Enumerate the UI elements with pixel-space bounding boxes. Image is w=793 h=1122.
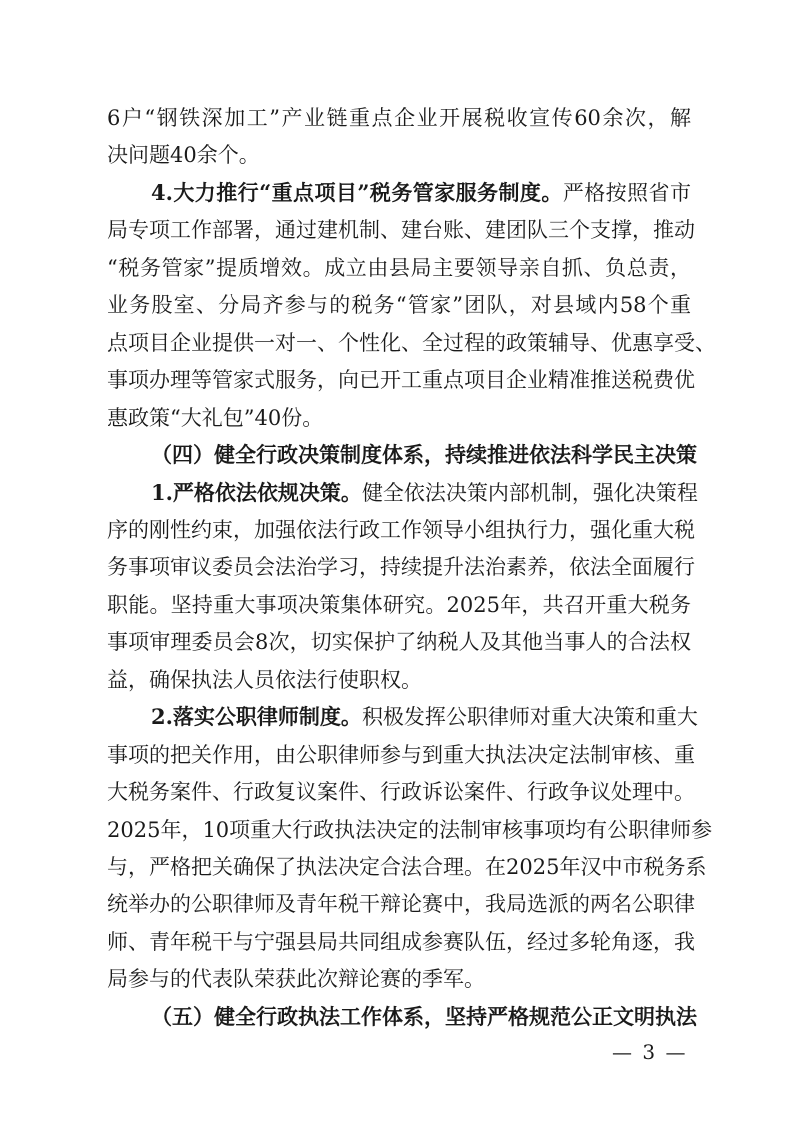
text-line [107,889,695,919]
body-text: 师、青年税干与宁强县局共同组成参赛队伍，经过多轮角逐，我 [107,929,695,954]
text-line [151,440,697,470]
body-text: 统举办的公职律师及青年税干辩论赛中，我局选派的两名公职律 [107,892,695,917]
body-text: 务事项审议委员会法治学习，持续提升法治素养，依法全面履行 [107,555,695,580]
text-line [107,328,716,358]
text-line [107,215,695,245]
text-line [107,403,691,433]
body-text: 决问题40余个。 [107,143,260,168]
text-line [107,515,695,545]
body-text: 健全依法决策内部机制，强化决策程 [361,480,698,505]
text-line [107,927,695,957]
body-text: 业务股室、分局齐参与的税务“管家”团队，对县域内58个重 [107,293,691,318]
body-text: 与，严格把关确保了执法决定合法合理。在2025年汉中市税务系 [107,855,707,879]
body-text: 积极发挥公职律师对重大决策和重大 [361,705,698,730]
body-text: 事项办理等管家式服务，向已开工重点项目企业精准推送税费优 [107,368,695,393]
body-text: “税务管家”提质增效。成立由县局主要领导亲自抓、负总责， [107,255,691,280]
body-text: 6户“钢铁深加工”产业链重点企业开展税收宣传60余次，解 [107,106,691,130]
body-text: 序的刚性约束，加强依法行政工作领导小组执行力，强化重大税 [107,517,695,542]
text-line [107,552,695,582]
text-line [107,777,695,807]
text-line [107,365,695,395]
page-number: — 3 — [612,1040,688,1064]
body-text: 益，确保执法人员依法行使职权。 [107,667,422,692]
body-text: 严格按照省市 [562,180,691,205]
body-text: 大税务案件、行政复议案件、行政诉讼案件、行政争议处理中。 [107,780,695,805]
text-line [151,478,698,508]
text-line [107,815,713,845]
text-line [107,964,691,994]
text-line [107,852,707,882]
bold-heading: 4.大力推行“重点项目”税务管家服务制度。 [151,179,563,205]
body-text: 局参与的代表队荣获此次辩论赛的季军。 [107,967,485,992]
text-line [151,702,698,732]
body-text: 事项审理委员会8次，切实保护了纳税人及其他当事人的合法权 [107,630,691,655]
body-text: 局专项工作部署，通过建机制、建台账、建团队三个支撑，推动 [107,218,695,243]
body-text: 2025年，10项重大行政执法决定的法制审核事项均有公职律师参 [107,817,713,842]
text-line [107,740,695,770]
body-text: 职能。坚持重大事项决策集体研究。2025年，共召开重大税务 [107,592,691,617]
text-line [107,253,691,283]
text-line [107,627,691,657]
bold-heading: （五）健全行政执法工作体系，坚持严格规范公正文明执法 [151,1003,697,1029]
text-line [107,665,691,695]
body-text: 点项目企业提供一对一、个性化、全过程的政策辅导、优惠享受、 [107,330,716,355]
bold-heading: （四）健全行政决策制度体系，持续推进依法科学民主决策 [151,442,697,468]
body-text: 惠政策“大礼包”40份。 [107,405,324,430]
body-text: 事项的把关作用，由公职律师参与到重大执法决定法制审核、重 [107,742,695,767]
bold-heading: 2.落实公职律师制度。 [151,704,362,730]
text-line [107,290,691,320]
text-line [107,103,691,133]
text-line [151,178,691,208]
text-line [151,1002,697,1032]
text-line [107,140,691,170]
text-line [107,590,691,620]
bold-heading: 1.严格依法依规决策。 [151,479,362,505]
